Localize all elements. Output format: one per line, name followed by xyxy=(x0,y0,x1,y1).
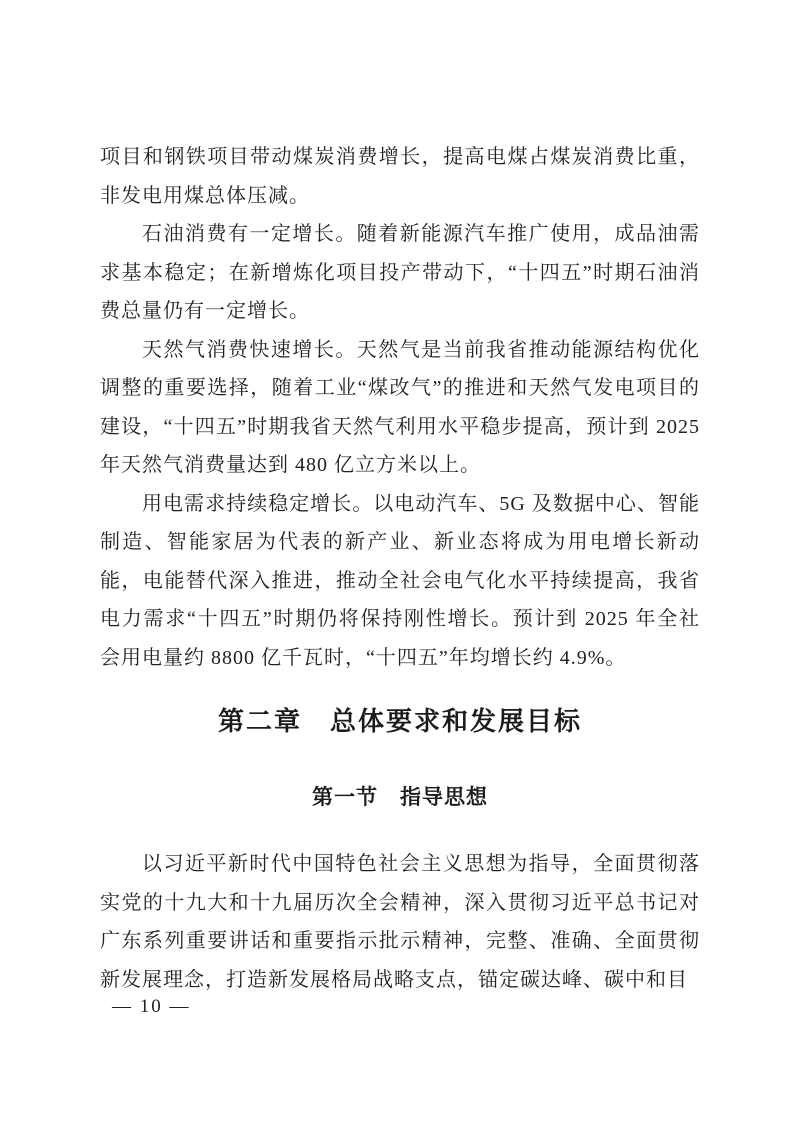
paragraph-oil-consumption: 石油消费有一定增长。随着新能源汽车推广使用，成品油需求基本稳定；在新增炼化项目投产带动下，“十四五”时期石油消费总量仍有一定增长。 xyxy=(100,223,700,322)
paragraph-natural-gas-consumption: 天然气消费快速增长。天然气是当前我省推动能源结构优化调整的重要选择，随着工业“煤改气”的推进和天然气发电项目的建设，“十四五”时期我省天然气利用水平稳步提高，预计到 2025 年天然气消费量达到 480 亿立方米以上。 xyxy=(100,338,700,476)
paragraph-electricity-demand: 用电需求持续稳定增长。以电动汽车、5G 及数据中心、智能制造、智能家居为代表的新产业、新业态将成为用电增长新动能，电能替代深入推进，推动全社会电气化水平持续提高，我省电力需求“十四五”时期仍将保持刚性增长。预计到 2025 年全社会用电量约 8800 亿千瓦时，“十四五”年均增长约 4.9%。 xyxy=(100,492,700,669)
chapter-heading: 第二章 总体要求和发展目标 xyxy=(217,707,582,736)
section-heading: 第一节 指导思想 xyxy=(312,786,488,809)
paragraph-guiding-ideology: 以习近平新时代中国特色社会主义思想为指导，全面贯彻落实党的十九大和十九届历次全会精神，深入贯彻习近平总书记对广东系列重要讲话和重要指示批示精神，完整、准确、全面贯彻新发展理念，打造新发展格局战略支点，锚定碳达峰、碳中和目 xyxy=(100,853,700,991)
page-number: — 10 — xyxy=(112,996,191,1017)
paragraph-coal-consumption: 项目和钢铁项目带动煤炭消费增长，提高电煤占煤炭消费比重，非发电用煤总体压减。 xyxy=(100,146,700,207)
